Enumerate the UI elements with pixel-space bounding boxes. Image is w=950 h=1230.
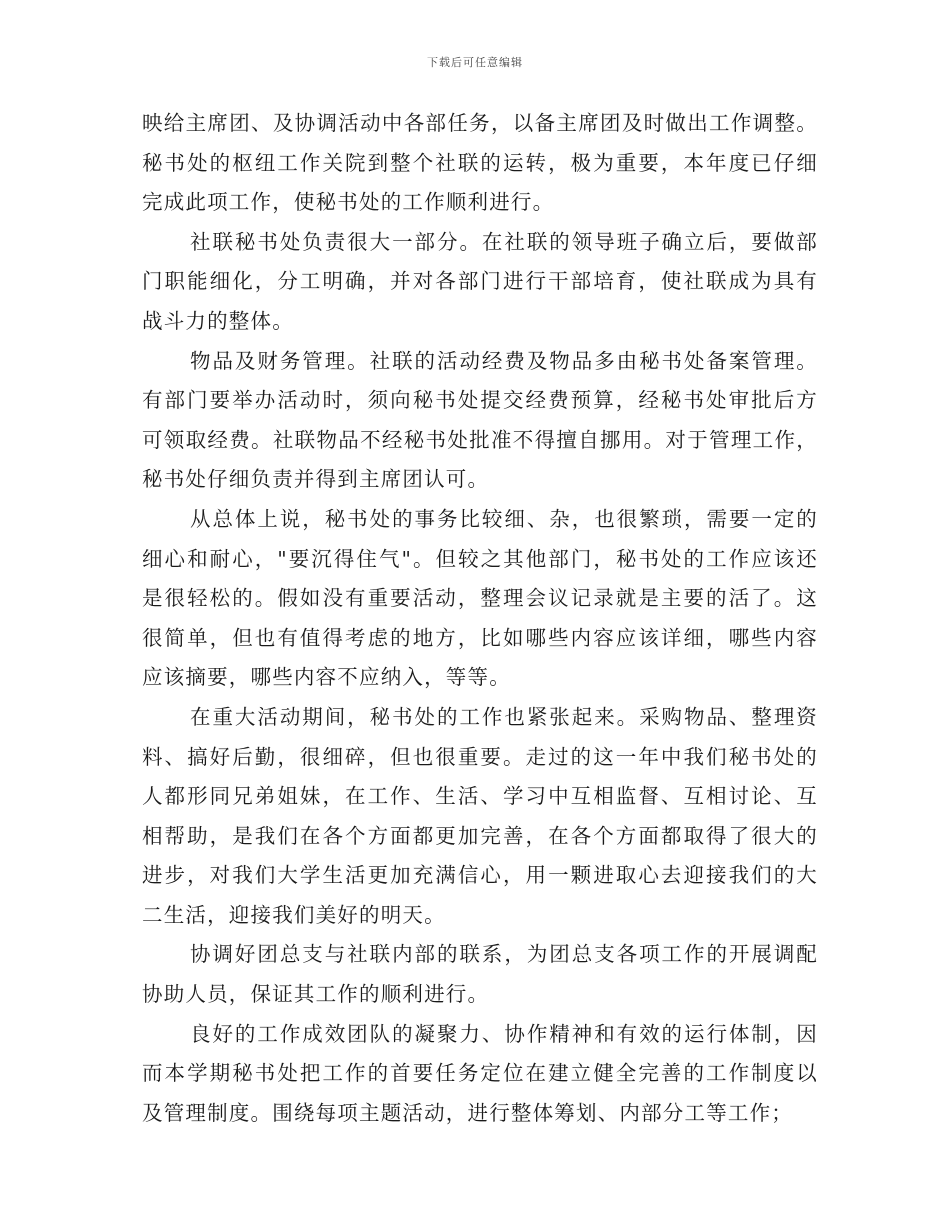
page-header: 下载后可任意编辑: [427, 56, 523, 69]
text-line: 协助人员，保证其工作的顺利进行。: [142, 982, 490, 1007]
text-line: 进步，对我们大学生活更加充满信心，用一颗进取心去迎接我们的大: [142, 863, 818, 888]
text-line: 协调好团总支与社联内部的联系，为团总支各项工作的开展调配: [190, 942, 818, 967]
text-line: 秘书处的枢纽工作关院到整个社联的运转，极为重要，本年度已仔细: [142, 150, 818, 175]
text-line: 秘书处仔细负责并得到主席团认可。: [142, 467, 490, 492]
text-line: 应该摘要，哪些内容不应纳入，等等。: [142, 665, 511, 690]
text-line: 良好的工作成效团队的凝聚力、协作精神和有效的运行体制，因: [190, 1021, 818, 1046]
text-line: 物品及财务管理。社联的活动经费及物品多由秘书处备案管理。: [190, 348, 818, 373]
text-line: 社联秘书处负责很大一部分。在社联的领导班子确立后，要做部: [190, 229, 818, 254]
text-line: 相帮助，是我们在各个方面都更加完善，在各个方面都取得了很大的: [142, 823, 818, 848]
text-line: 细心和耐心，"要沉得住气"。但较之其他部门，秘书处的工作应该还: [142, 546, 818, 571]
text-line: 及管理制度。围绕每项主题活动，进行整体筹划、内部分工等工作；: [142, 1100, 793, 1125]
text-line: 在重大活动期间，秘书处的工作也紧张起来。采购物品、整理资: [190, 704, 818, 729]
document-body: [142, 104, 818, 1133]
text-line: 料、搞好后勤，很细碎，但也很重要。走过的这一年中我们秘书处的: [142, 744, 818, 769]
text-line: 门职能细化，分工明确，并对各部门进行干部培育，使社联成为具有: [142, 269, 818, 294]
text-line: 有部门要举办活动时，须向秘书处提交经费预算，经秘书处审批后方: [142, 388, 818, 413]
text-line: 完成此项工作，使秘书处的工作顺利进行。: [142, 190, 555, 215]
text-line: 二生活，迎接我们美好的明天。: [142, 902, 446, 927]
text-line: 是很轻松的。假如没有重要活动，整理会议记录就是主要的活了。这: [142, 586, 818, 611]
text-line: 映给主席团、及协调活动中各部任务，以备主席团及时做出工作调整。: [142, 111, 818, 135]
text-line: 而本学期秘书处把工作的首要任务定位在建立健全完善的工作制度以: [142, 1061, 818, 1086]
text-line: 很简单，但也有值得考虑的地方，比如哪些内容应该详细，哪些内容: [142, 625, 818, 650]
text-line: 从总体上说，秘书处的事务比较细、杂，也很繁琐，需要一定的: [190, 506, 818, 531]
text-line: 可领取经费。社联物品不经秘书处批准不得擅自挪用。对于管理工作，: [142, 427, 818, 452]
text-line: 人都形同兄弟姐妹，在工作、生活、学习中互相监督、互相讨论、互: [142, 784, 818, 809]
text-line: 战斗力的整体。: [142, 308, 294, 333]
